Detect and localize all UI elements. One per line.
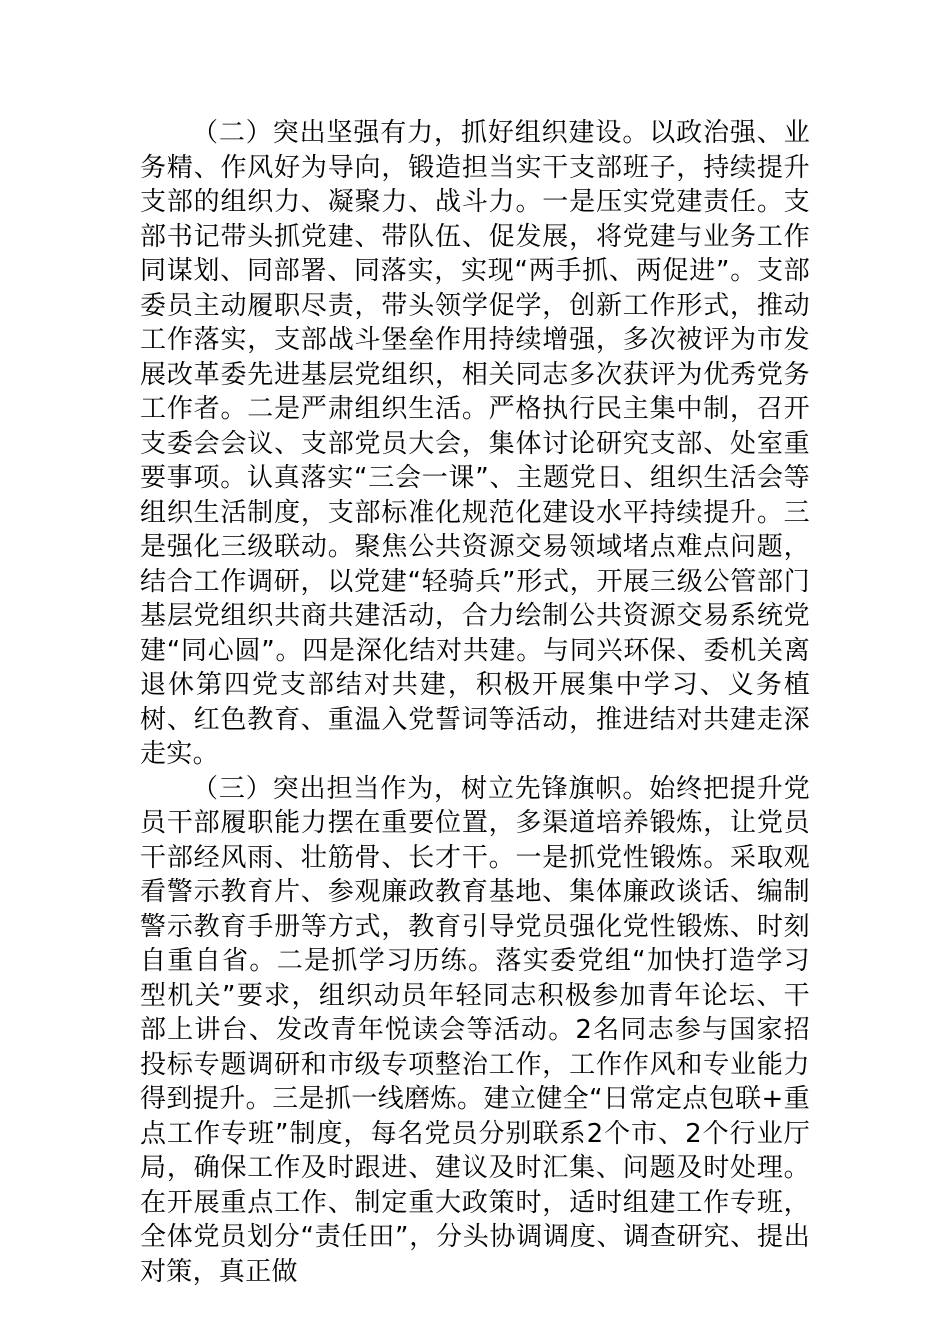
document-page <box>140 116 810 1289</box>
paragraph-organization-building: （二）突出坚强有力，抓好组织建设。以政治强、业务精、作风好为导向，锻造担当实干支部班子，持续提升支部的组织力、凝聚力、战斗力。一是压实党建责任。支部书记带头抓党建、带队伍、促发展，将党建与业务工作同谋划、同部署、同落实，实现“两手抓、两促进”。支部委员主动履职尽责，带头领学促学，创新工作形式，推动工作落实，支部战斗堡垒作用持续增强，多次被评为市发展改革委先进基层党组织，相关同志多次获评为优秀党务工作者。二是严肃组织生活。严格执行民主集中制，召开支委会会议、支部党员大会，集体讨论研究支部、处室重要事项。认真落实“三会一课”、主题党日、组织生活会等组织生活制度，支部标准化规范化建设水平持续提升。三是强化三级联动。聚焦公共资源交易领域堵点难点问题，结合工作调研，以党建“轻骑兵”形式，开展三级公管部门基层党组织共商共建活动，合力绘制公共资源交易系统党建“同心圆”。四是深化结对共建。与同兴环保、委机关离退休第四党支部结对共建，积极开展集中学习、义务植树、红色教育、重温入党誓词等活动，推进结对共建走深走实。 <box>140 118 810 769</box>
paragraph-vanguard-banner: （三）突出担当作为，树立先锋旗帜。始终把提升党员干部履职能力摆在重要位置，多渠道培养锻炼，让党员干部经风雨、壮筋骨、长才干。一是抓党性锻炼。采取观看警示教育片、参观廉政教育基地、集体廉政谈话、编制警示教育手册等方式，教育引导党员强化党性锻炼、时刻自重自省。二是抓学习历练。落实委党组“加快打造学习型机关”要求，组织动员年轻同志积极参加青年论坛、干部上讲台、发改青年悦读会等活动。2名同志参与国家招投标专题调研和市级专项整治工作，工作作风和专业能力得到提升。三是抓一线磨炼。建立健全“日常定点包联+重点工作专班”制度，每名党员分别联系2个市、2个行业厅局，确保工作及时跟进、建议及时汇集、问题及时处理。在开展重点工作、制定重大政策时，适时组建工作专班，全体党员划分“责任田”，分头协调调度、调查研究、提出对策，真正做 <box>140 773 810 1287</box>
